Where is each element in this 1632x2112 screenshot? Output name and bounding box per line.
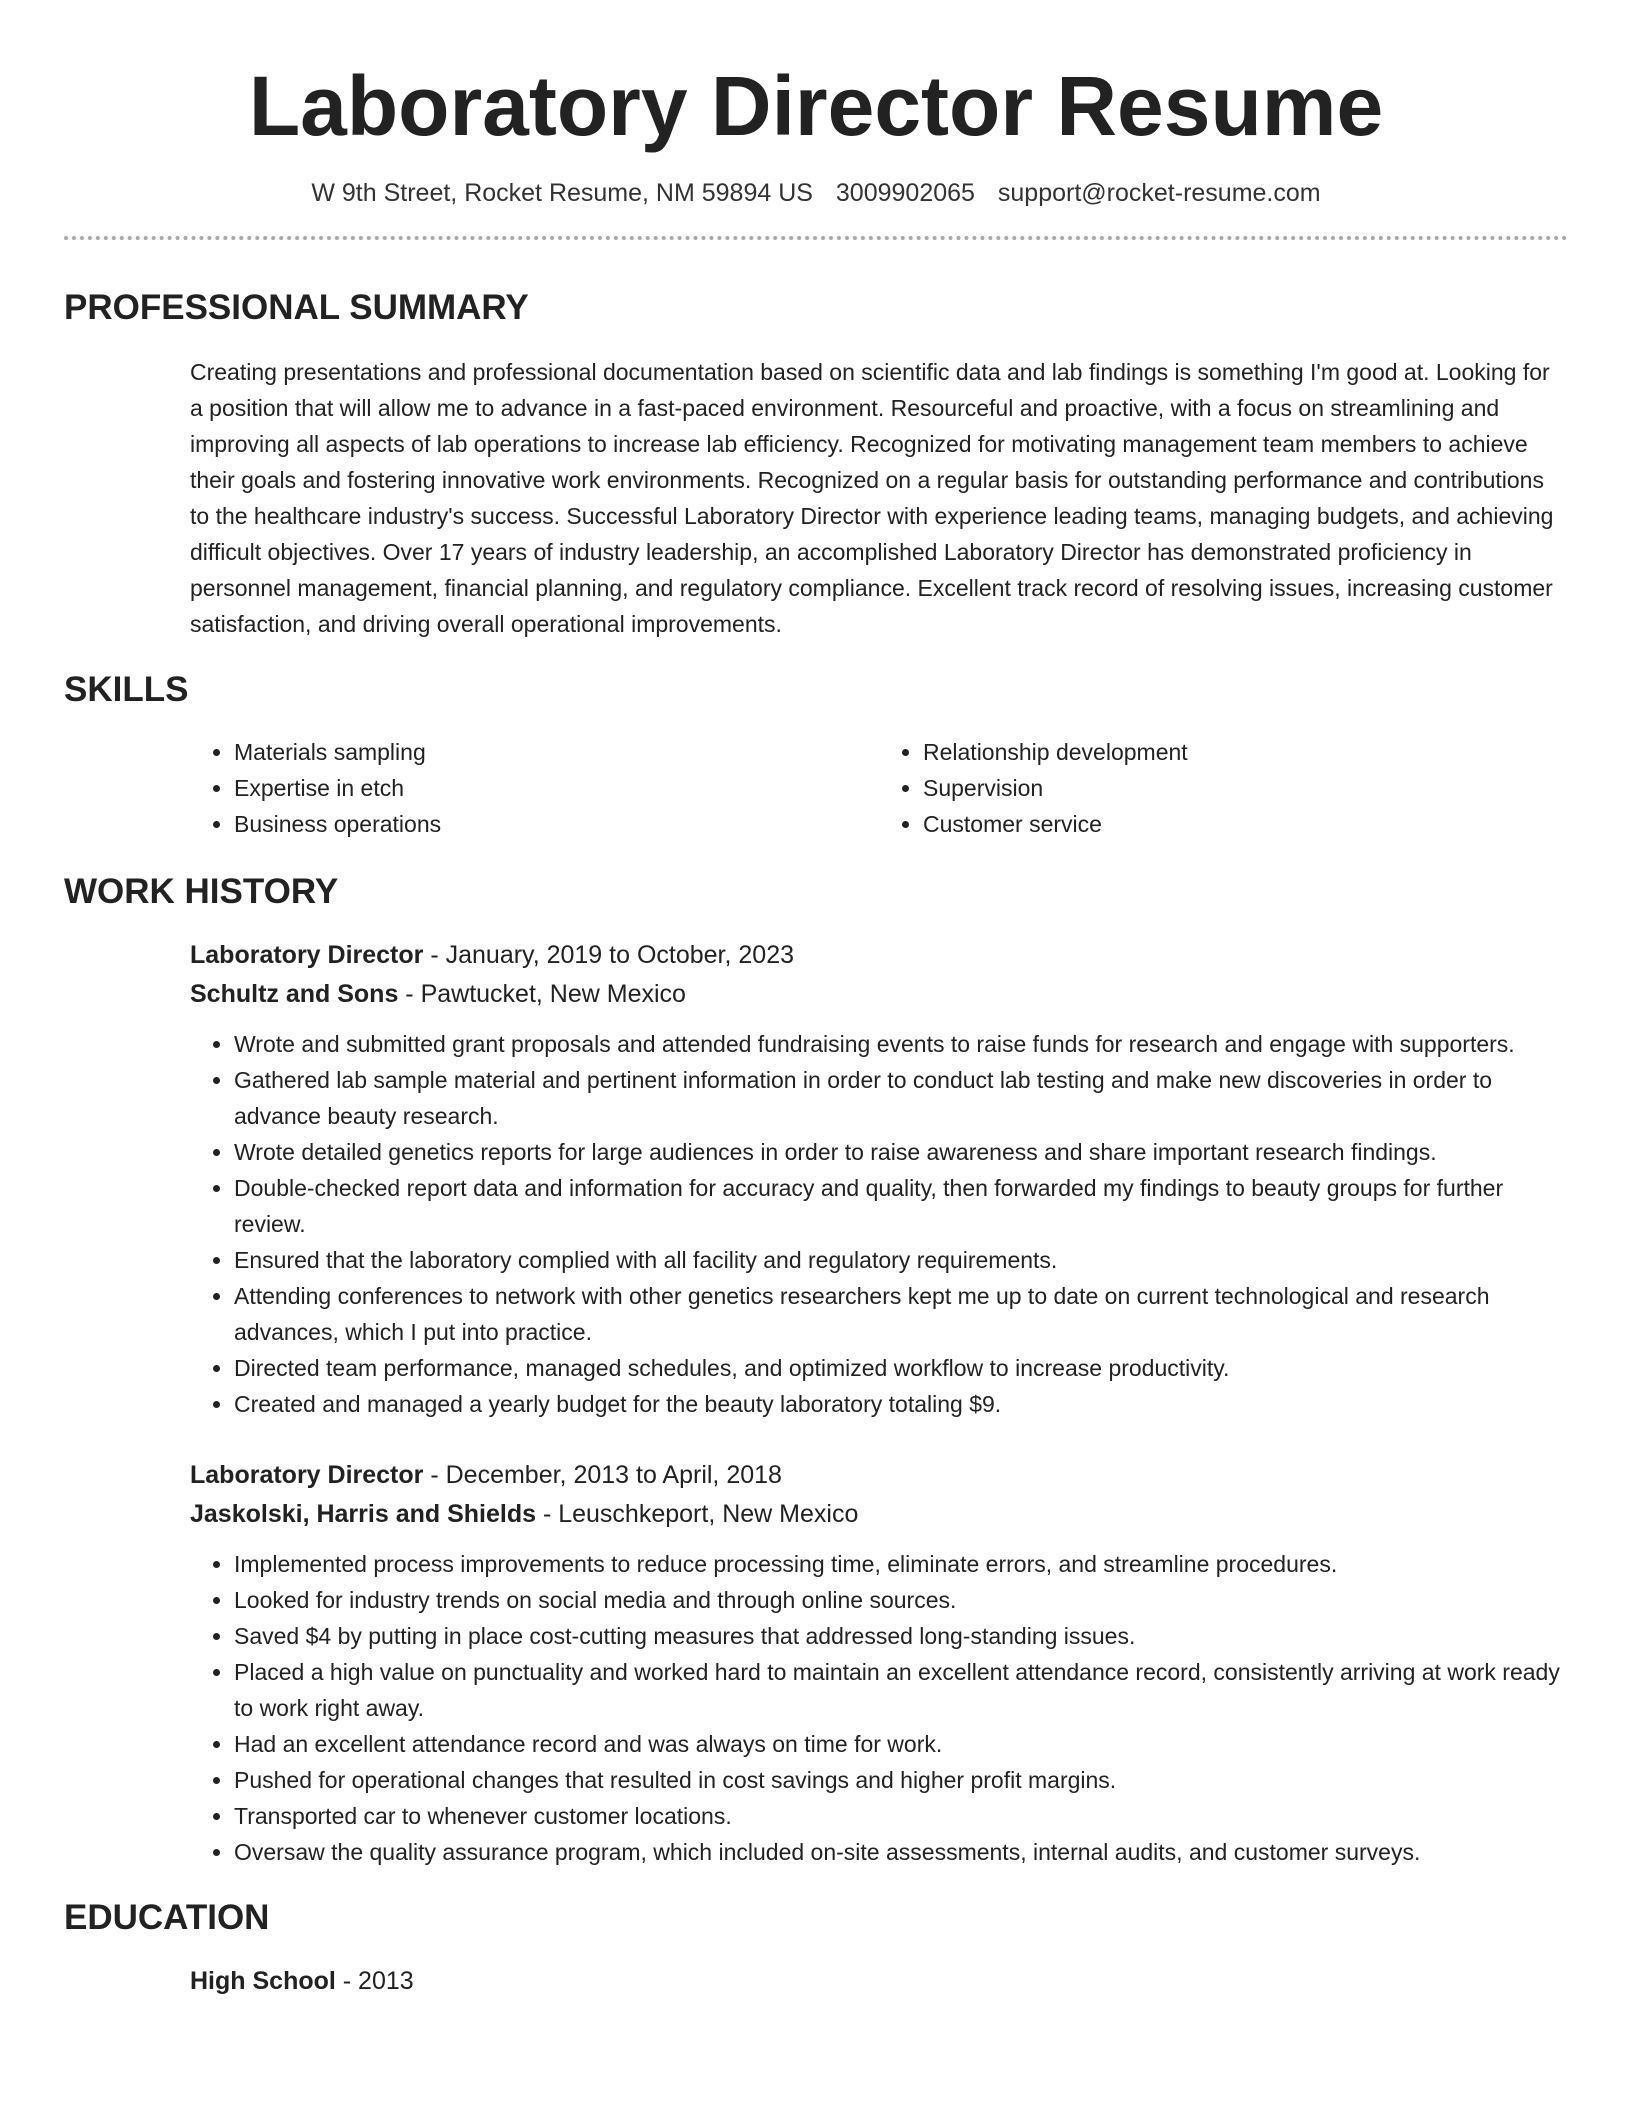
- job-role: Laboratory Director: [190, 1461, 424, 1489]
- skill-item: • Supervision: [923, 770, 1568, 806]
- job-bullet: • Wrote detailed genetics reports for large audiences in order to raise awareness and share important research findings.: [234, 1134, 1568, 1170]
- job-bullets: [190, 1546, 1568, 1870]
- work-section: [64, 870, 1568, 1870]
- job-bullet: • Implemented process improvements to reduce processing time, eliminate errors, and streamline procedures.: [234, 1546, 1568, 1582]
- job-company: Jaskolski, Harris and Shields: [190, 1500, 536, 1528]
- job-bullet: • Saved $4 by putting in place cost-cutting measures that addressed long-standing issues.: [234, 1618, 1568, 1654]
- job-company: Schultz and Sons: [190, 980, 399, 1008]
- skills-columns: [190, 734, 1568, 842]
- skills-section: [64, 668, 1568, 842]
- job-bullet: • Created and managed a yearly budget for the beauty laboratory totaling $9.: [234, 1386, 1568, 1422]
- education-degree: High School: [190, 1967, 336, 1995]
- job-title-line: [190, 936, 1568, 975]
- job-bullet: • Directed team performance, managed schedules, and optimized workflow to increase productivity.: [234, 1350, 1568, 1386]
- skills-list-left: [190, 734, 879, 842]
- resume-title: Laboratory Director Resume: [248, 59, 1384, 153]
- phone-text: 3009902065: [835, 179, 975, 207]
- job-bullet: • Pushed for operational changes that resulted in cost savings and higher profit margins.: [234, 1762, 1568, 1798]
- job-company-line: [190, 975, 1568, 1014]
- email-text: support@rocket-resume.com: [997, 179, 1321, 207]
- summary-text: Creating presentations and professional documentation based on scientific data and lab findings is something I'm good at. Looking for a position that will allow me to advance in a fast-paced environment. Resourceful and proactive, with a focus on streamlining and improving all aspects of lab operations to increase lab efficiency. Recognized for motivating management team members to achieve their goals and fostering innovative work environments. Recognized on a regular basis for outstanding performance and contributions to the healthcare industry's success. Successful Laboratory Director with experience leading teams, managing budgets, and achieving difficult objectives. Over 17 years of industry leadership, an accomplished Laboratory Director has demonstrated proficiency in personnel management, financial planning, and regulatory compliance. Excellent track record of resolving issues, increasing customer satisfaction, and driving overall operational improvements.: [190, 359, 1554, 637]
- job-bullet: • Ensured that the laboratory complied with all facility and regulatory requirements.: [234, 1242, 1568, 1278]
- education-line: [190, 1962, 1568, 2001]
- job-bullet: • Double-checked report data and information for accuracy and quality, then forwarded my findings to beauty groups for further review.: [234, 1170, 1568, 1242]
- job-company-line: [190, 1495, 1568, 1534]
- work-heading: WORK HISTORY: [64, 872, 339, 911]
- resume-page: [64, 0, 1568, 2001]
- job-entry: [190, 1456, 1568, 1870]
- job-location: - Leuschkeport, New Mexico: [536, 1500, 859, 1528]
- skill-item: • Materials sampling: [234, 734, 879, 770]
- job-bullet: • Placed a high value on punctuality and worked hard to maintain an excellent attendance record, consistently arriving at work ready to work right away.: [234, 1654, 1568, 1726]
- job-bullet: • Wrote and submitted grant proposals and attended fundraising events to raise funds for research and engage with supporters.: [234, 1026, 1568, 1062]
- summary-heading: PROFESSIONAL SUMMARY: [64, 288, 529, 327]
- skill-item: • Business operations: [234, 806, 879, 842]
- skills-list-right: [879, 734, 1568, 842]
- skills-heading: SKILLS: [64, 670, 189, 709]
- skill-item: • Relationship development: [923, 734, 1568, 770]
- job-bullet: • Looked for industry trends on social media and through online sources.: [234, 1582, 1568, 1618]
- education-entry: [190, 1962, 1568, 2001]
- skill-item: • Expertise in etch: [234, 770, 879, 806]
- education-section: [64, 1896, 1568, 2001]
- job-title-line: [190, 1456, 1568, 1495]
- education-year: - 2013: [335, 1967, 414, 1995]
- job-bullets: [190, 1026, 1568, 1422]
- job-bullet: • Gathered lab sample material and pertinent information in order to conduct lab testing and make new discoveries in order to advance beauty research.: [234, 1062, 1568, 1134]
- summary-section: [64, 286, 1568, 642]
- skill-item: • Customer service: [923, 806, 1568, 842]
- job-dates: - January, 2019 to October, 2023: [423, 941, 794, 969]
- job-bullet: • Transported car to whenever customer locations.: [234, 1798, 1568, 1834]
- job-dates: - December, 2013 to April, 2018: [423, 1461, 782, 1489]
- address-text: W 9th Street, Rocket Resume, NM 59894 US: [311, 179, 813, 207]
- education-heading: EDUCATION: [64, 1898, 270, 1937]
- job-entry: [190, 936, 1568, 1422]
- contact-line: [64, 176, 1568, 210]
- job-bullet: • Had an excellent attendance record and was always on time for work.: [234, 1726, 1568, 1762]
- job-location: - Pawtucket, New Mexico: [398, 980, 686, 1008]
- job-role: Laboratory Director: [190, 941, 424, 969]
- job-bullet: • Oversaw the quality assurance program, which included on-site assessments, internal audits, and customer surveys.: [234, 1834, 1568, 1870]
- job-bullet: • Attending conferences to network with other genetics researchers kept me up to date on current technological and research advances, which I put into practice.: [234, 1278, 1568, 1350]
- header-divider: [64, 236, 1568, 240]
